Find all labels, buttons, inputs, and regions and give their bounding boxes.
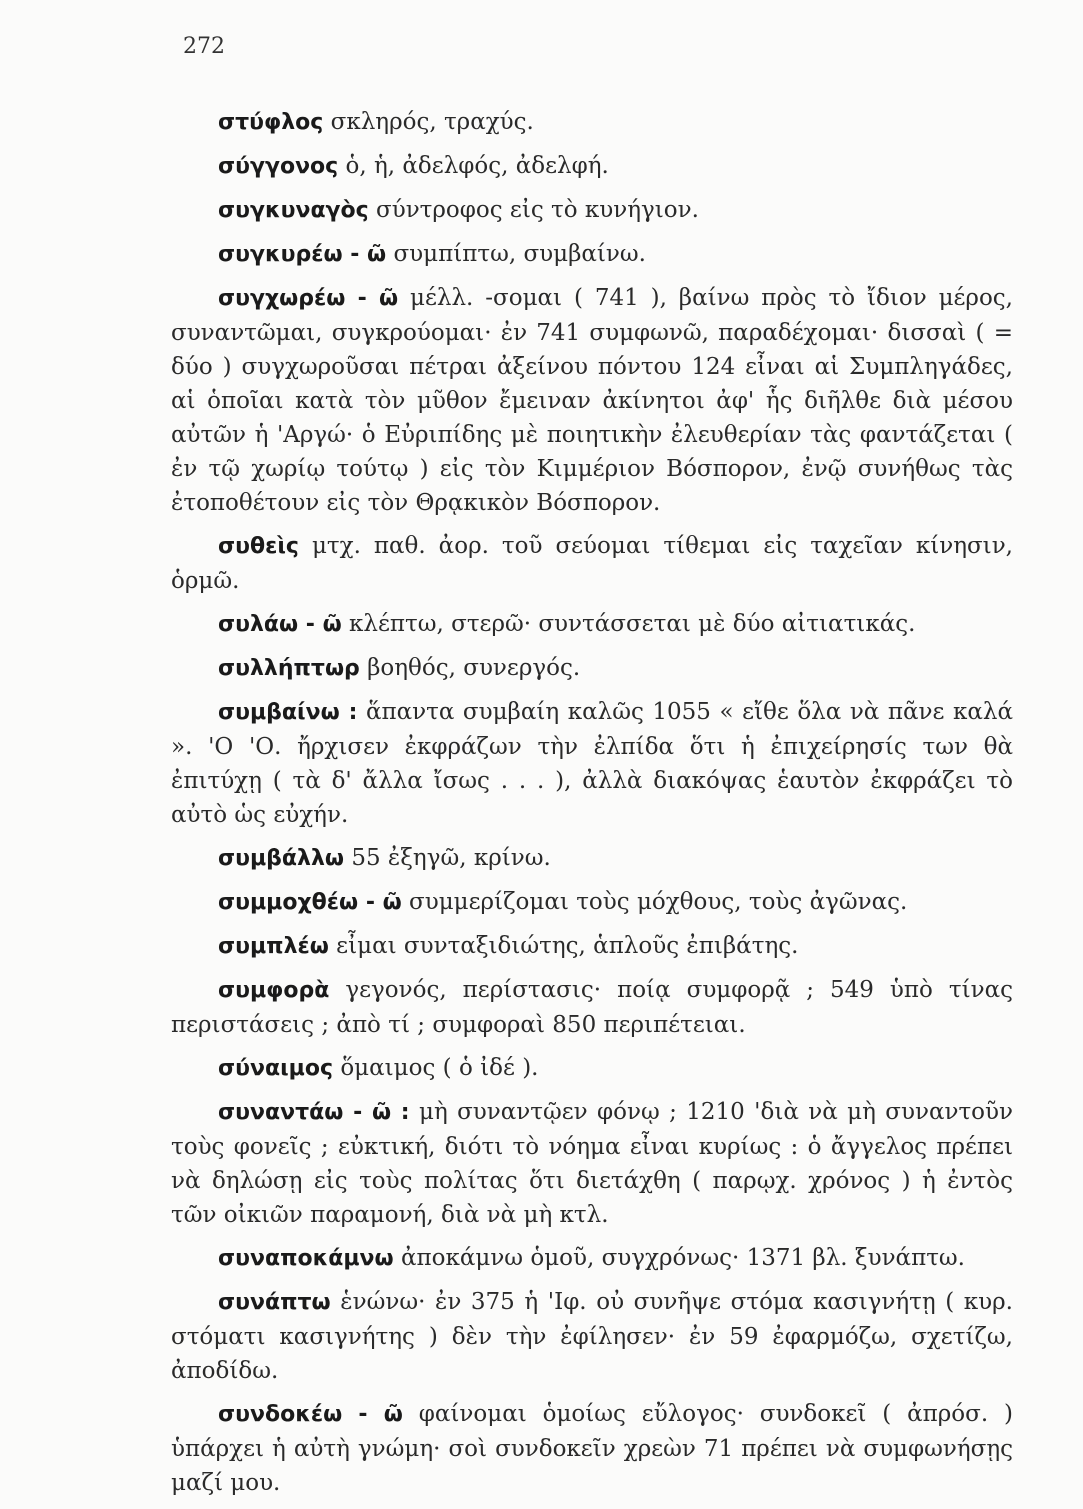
glossary-entry [218, 105, 1013, 140]
glossary-entry [171, 1095, 1013, 1232]
definition: κλέπτω, στερῶ· συντάσσεται μὲ δύο αἰτιατικάς. [341, 611, 916, 637]
glossary-entry [218, 885, 1013, 920]
headword: συνάπτω [218, 1290, 331, 1315]
definition: ἅπαντα συμβαίη καλῶς 1055 « εἴθε ὅλα νὰ πᾶνε καλά ». 'Ο 'Ο. ἤρχισεν ἐκφράζων τὴν ἐλπίδα ὅτι ἡ ἐπιχείρησίς των θὰ ἐπιτύχῃ ( τὰ δ' ἄλλα ἴσως . . . ), ἀλλὰ διακόψας ἑαυτὸν ἐκφράζει τὸ αὐτὸ ὡς εὐχήν. [171, 699, 1013, 828]
glossary-entry [218, 1241, 1013, 1276]
definition: γεγονός, περίστασις· ποίᾳ συμφορᾷ ; 549 ὑπὸ τίνας περιστάσεις ; ἀπὸ τί ; συμφοραὶ 850 περιπέτειαι. [171, 977, 1013, 1038]
headword: συμφορὰ [218, 978, 330, 1003]
headword: συναποκάμνω [218, 1246, 394, 1271]
headword: συμβάλλω [218, 846, 345, 871]
definition: εἶμαι συνταξιδιώτης, ἁπλοῦς ἐπιβάτης. [328, 933, 799, 959]
definition: σύντροφος εἰς τὸ κυνήγιον. [368, 197, 699, 223]
definition: ἑνώνω· ἐν 375 ἡ 'Ιφ. οὐ συνῆψε στόμα κασιγνήτῃ ( κυρ. στόματι κασιγνήτης ) δὲν τὴν ἐφίλησεν· ἐν 59 ἐφαρμόζω, σχετίζω, ἀποδίδω. [171, 1289, 1013, 1384]
definition: βοηθός, συνεργός. [359, 655, 581, 681]
glossary-entry [171, 1397, 1013, 1500]
glossary-entry [218, 651, 1013, 686]
glossary-entry [218, 841, 1013, 876]
definition: ὁ, ἡ, ἀδελφός, ἀδελφή. [338, 153, 609, 179]
headword: συλάω - ῶ [218, 612, 342, 637]
glossary-entries [171, 105, 1013, 1509]
definition: μτχ. παθ. ἀορ. τοῦ σεύομαι τίθεμαι εἰς ταχεῖαν κίνησιν, ὁρμῶ. [171, 533, 1013, 594]
glossary-entry [171, 1285, 1013, 1388]
headword: συθεὶς [218, 534, 299, 559]
glossary-entry [218, 193, 1013, 228]
glossary-entry [218, 149, 1013, 184]
headword: συμπλέω [218, 934, 329, 959]
definition: φαίνομαι ὁμοίως εὔλογος· συνδοκεῖ ( ἀπρόσ. ) ὑπάρχει ἡ αὐτὴ γνώμη· σοὶ συνδοκεῖν χρεὼν 71 πρέπει νὰ συμφωνήσῃς μαζί μου. [171, 1401, 1013, 1496]
definition: 55 ἐξηγῶ, κρίνω. [344, 845, 551, 871]
glossary-entry [218, 929, 1013, 964]
page-number: 272 [183, 34, 225, 59]
definition: ὅμαιμος ( ὁ ἰδέ ). [333, 1055, 539, 1081]
definition: ἀποκάμνω ὁμοῦ, συγχρόνως· 1371 βλ. ξυνάπτω. [393, 1245, 965, 1271]
headword: σύναιμος [218, 1056, 334, 1081]
definition: συμπίπτω, συμβαίνω. [386, 241, 646, 267]
glossary-entry [171, 973, 1013, 1042]
glossary-entry [171, 281, 1013, 520]
definition: συμμερίζομαι τοὺς μόχθους, τοὺς ἀγῶνας. [401, 889, 908, 915]
headword: σύγγονος [218, 154, 339, 179]
definition: μέλλ. -σομαι ( 741 ), βαίνω πρὸς τὸ ἴδιον μέρος, συναντῶμαι, συγκρούομαι· ἐν 741 συμφωνῶ, παραδέχομαι· δισσαὶ ( = δύο ) συγχωροῦσαι πέτραι ἀξείνου πόντου 124 εἶναι αἱ Συμπληγάδες, αἱ ὁποῖαι κατὰ τὸν μῦθον ἔμειναν ἀκίνητοι ἀφ' ἧς διῆλθε διὰ μέσου αὐτῶν ἡ 'Αργώ· ὁ Εὐριπίδης μὲ ποιητικὴν ἐλευθερίαν τὰς φαντάζεται ( ἐν τῷ χωρίῳ τούτῳ ) εἰς τὸν Κιμμέριον Βόσπορον, ἐνῷ συνήθως τὰς ἐτοποθέτουν εἰς τὸν Θρᾳκικὸν Βόσπορον. [171, 285, 1013, 516]
definition: σκληρός, τραχύς. [323, 109, 534, 135]
headword: συνδοκέω - ῶ [218, 1402, 403, 1427]
glossary-entry [218, 1051, 1013, 1086]
headword: συγκυρέω - ῶ [218, 242, 387, 267]
headword: συμβαίνω : [218, 700, 358, 725]
headword: συναντάω - ῶ : [218, 1100, 410, 1125]
glossary-entry [218, 607, 1013, 642]
glossary-entry [171, 695, 1013, 832]
headword: συλλήπτωρ [218, 656, 360, 681]
headword: συγχωρέω - ῶ [218, 286, 399, 311]
headword: συμμοχθέω - ῶ [218, 890, 402, 915]
headword: συγκυναγὸς [218, 198, 369, 223]
headword: στύφλος [218, 110, 324, 135]
glossary-entry [218, 237, 1013, 272]
definition: μὴ συναντῷεν φόνῳ ; 1210 'διὰ νὰ μὴ συναντοῦν τοὺς φονεῖς ; εὐκτική, διότι τὸ νόημα εἶναι κυρίως : ὁ ἄγγελος πρέπει νὰ δηλώσῃ εἰς τοὺς πολίτας ὅτι διετάχθη ( παρῳχ. χρόνος ) ἡ ἐντὸς τῶν οἰκιῶν παραμονή, διὰ νὰ μὴ κτλ. [171, 1099, 1013, 1228]
glossary-entry [171, 529, 1013, 598]
